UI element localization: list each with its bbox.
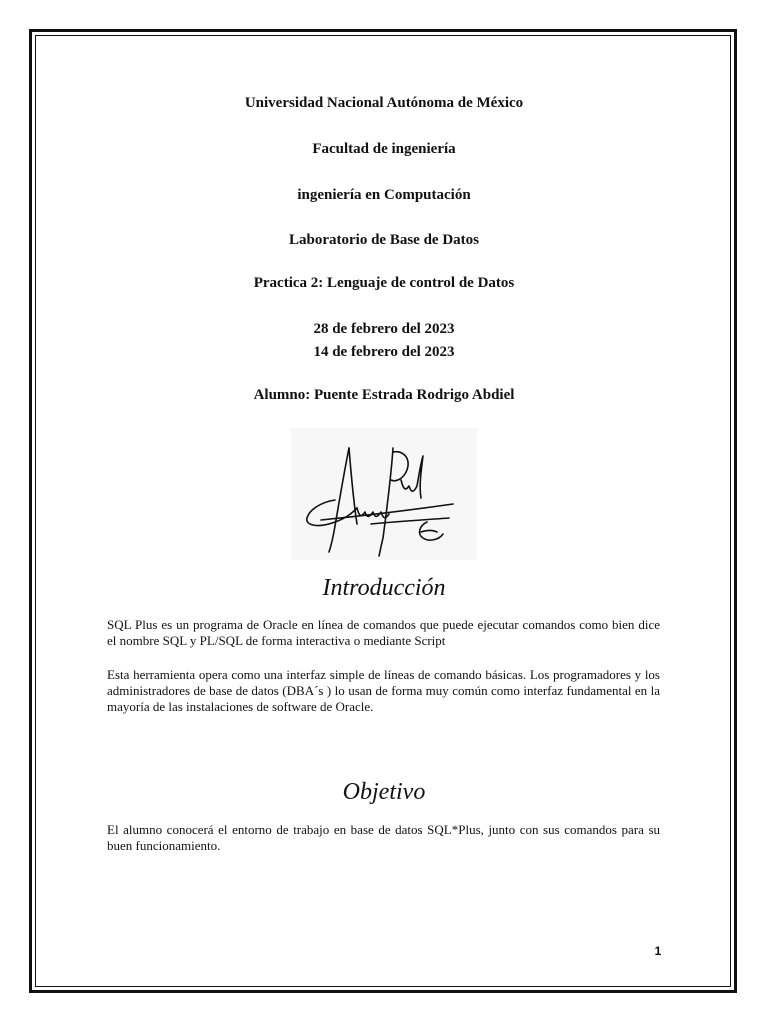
introduction-paragraph-2: Esta herramienta opera como una interfaz simple de líneas de comando básicas. Los programadores y los administradores de base de datos (DBA´s ) lo usan de forma muy común como interfaz fundamental en la mayoría de las instalaciones de software de Oracle. <box>107 667 660 714</box>
introduction-heading: Introducción <box>322 575 446 601</box>
objective-paragraph: El alumno conocerá el entorno de trabajo en base de datos SQL*Plus, junto con sus comandos para su buen funcionamiento. <box>107 822 660 853</box>
university-title: Universidad Nacional Autónoma de México <box>244 95 524 111</box>
faculty-title: Facultad de ingeniería <box>312 141 456 157</box>
objective-heading: Objetivo <box>342 779 426 805</box>
lab-title: Laboratorio de Base de Datos <box>289 232 479 248</box>
signature-drawing <box>291 428 477 560</box>
signature-image <box>291 428 477 560</box>
introduction-paragraph-1: SQL Plus es un programa de Oracle en línea de comandos que puede ejecutar comandos como bien dice el nombre SQL y PL/SQL de forma interactiva o mediante Script <box>107 617 660 648</box>
date-second: 14 de febrero del 2023 <box>313 344 455 360</box>
practice-title: Practica 2: Lenguaje de control de Datos <box>253 275 515 291</box>
date-first: 28 de febrero del 2023 <box>313 321 455 337</box>
student-name: Alumno: Puente Estrada Rodrigo Abdiel <box>253 387 515 403</box>
page-number: 1 <box>654 944 662 958</box>
career-title: ingeniería en Computación <box>297 187 471 203</box>
